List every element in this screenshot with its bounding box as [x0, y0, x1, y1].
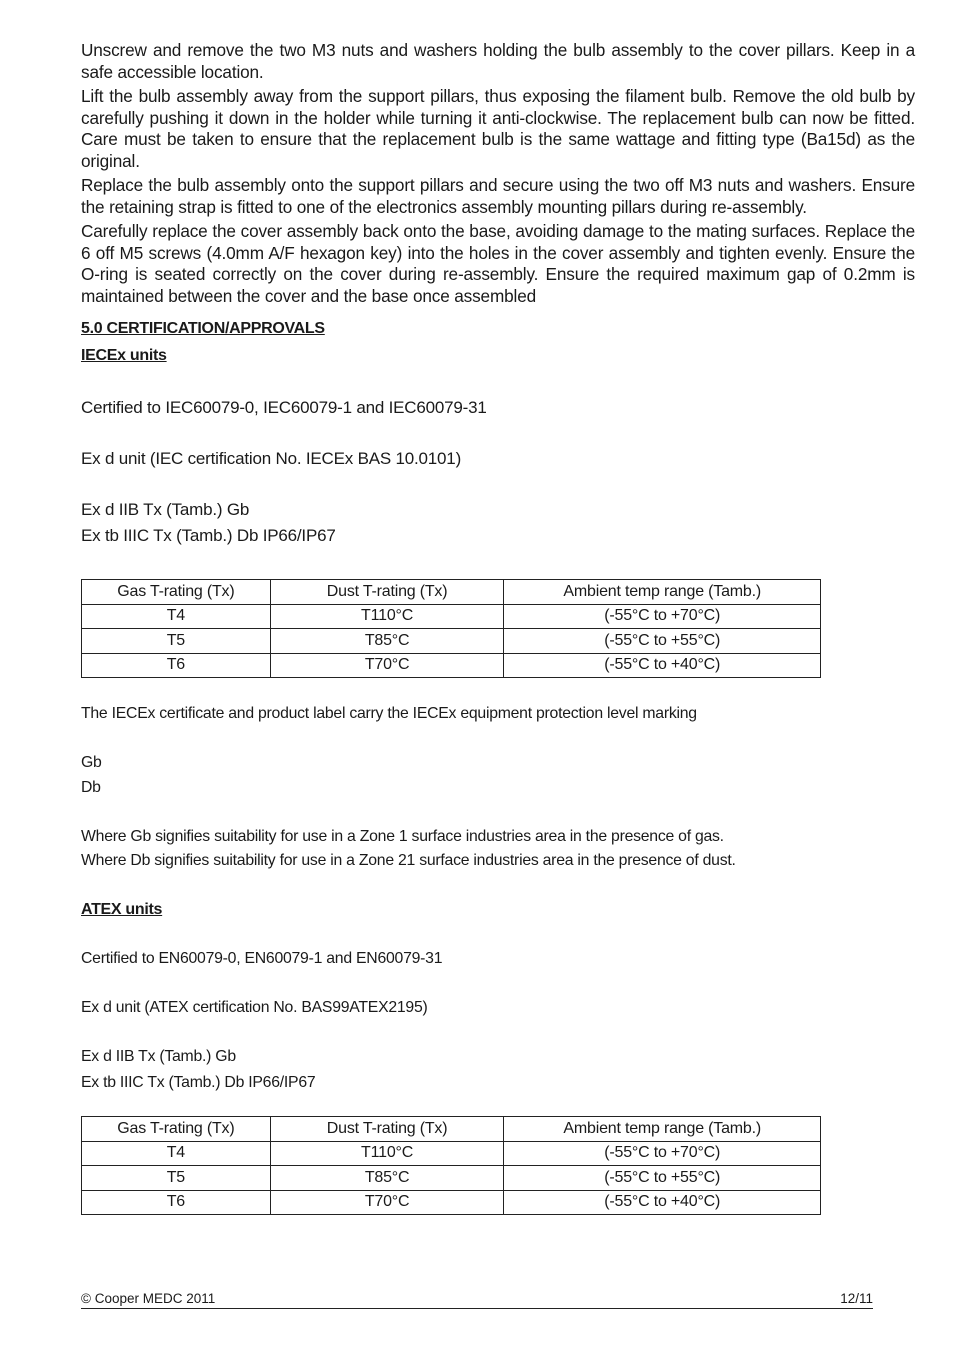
table-cell: T6: [82, 1190, 271, 1215]
table-header-cell: Ambient temp range (Tamb.): [504, 580, 821, 605]
atex-marking-gas: Ex d IIB Tx (Tamb.) Gb: [81, 1048, 236, 1065]
table-row: [82, 629, 821, 654]
table-cell: T4: [82, 1141, 271, 1166]
atex-rating-table: [81, 1116, 821, 1215]
table-row: [82, 604, 821, 629]
table-cell: T5: [82, 629, 271, 654]
where-gb-text: Where Gb signifies suitability for use in a Zone 1 surface industries area in the presence of gas.: [81, 828, 724, 845]
table-cell: T70°C: [270, 1190, 504, 1215]
table-cell: (-55°C to +40°C): [504, 1190, 821, 1215]
instruction-paragraph: Unscrew and remove the two M3 nuts and washers holding the bulb assembly to the cover pillars. Keep in a safe accessible location.: [81, 40, 915, 82]
epl-gb: Gb: [81, 754, 102, 771]
table-cell: (-55°C to +40°C): [504, 653, 821, 678]
section-heading: 5.0 CERTIFICATION/APPROVALS: [81, 320, 325, 337]
table-cell: T70°C: [270, 653, 504, 678]
table-cell: T5: [82, 1166, 271, 1191]
table-row: [82, 1166, 821, 1191]
table-header-cell: Gas T-rating (Tx): [82, 1117, 271, 1142]
table-cell: T85°C: [270, 629, 504, 654]
epl-note: The IECEx certificate and product label carry the IECEx equipment protection level marking: [81, 705, 697, 722]
table-row: [82, 653, 821, 678]
iecex-rating-table: [81, 579, 821, 678]
atex-heading: ATEX units: [81, 901, 163, 918]
iecex-unit-text: Ex d unit (IEC certification No. IECEx BAS 10.0101): [81, 449, 462, 468]
instructions-block: [81, 40, 915, 307]
table-header-row: [82, 580, 821, 605]
epl-db: Db: [81, 779, 101, 796]
footer-page-number: 12/11: [840, 1291, 873, 1306]
table-cell: (-55°C to +55°C): [504, 1166, 821, 1191]
table-header-cell: Gas T-rating (Tx): [82, 580, 271, 605]
table-row: [82, 1141, 821, 1166]
table-row: [82, 1190, 821, 1215]
instruction-paragraph: Carefully replace the cover assembly back onto the base, avoiding damage to the mating surfaces. Replace the 6 off M5 screws (4.0mm A/F hexagon key) into the holes in the cover assembly and tighten evenly. Ensure the O-ring is seated correctly on the cover during re-assembly. Ensure the required maximum gap of 0.2mm is maintained between the cover and the base once assembled: [81, 221, 915, 306]
footer-divider: [81, 1308, 873, 1309]
table-header-cell: Ambient temp range (Tamb.): [504, 1117, 821, 1142]
table-cell: T110°C: [270, 1141, 504, 1166]
table-header-cell: Dust T-rating (Tx): [270, 580, 504, 605]
footer-copyright: © Cooper MEDC 2011: [81, 1291, 216, 1306]
table-cell: T110°C: [270, 604, 504, 629]
table-cell: (-55°C to +70°C): [504, 604, 821, 629]
table-cell: (-55°C to +55°C): [504, 629, 821, 654]
table-header-row: [82, 1117, 821, 1142]
where-db-text: Where Db signifies suitability for use in a Zone 21 surface industries area in the presence of dust.: [81, 852, 736, 869]
table-cell: T85°C: [270, 1166, 504, 1191]
atex-marking-dust: Ex tb IIIC Tx (Tamb.) Db IP66/IP67: [81, 1074, 316, 1091]
instruction-paragraph: Replace the bulb assembly onto the support pillars and secure using the two off M3 nuts and washers. Ensure the retaining strap is fitted to one of the electronics assembly mounting pillars during re-assembly.: [81, 175, 915, 217]
table-cell: (-55°C to +70°C): [504, 1141, 821, 1166]
instruction-paragraph: Lift the bulb assembly away from the support pillars, thus exposing the filament bulb. Remove the old bulb by carefully pushing it down in the holder while turning it anti-clockwise. The replacement bulb can now be fitted. Care must be taken to ensure that the replacement bulb is the same wattage and fitting type (Ba15d) as the original.: [81, 86, 915, 171]
atex-unit-text: Ex d unit (ATEX certification No. BAS99ATEX2195): [81, 999, 428, 1016]
iecex-marking-gas: Ex d IIB Tx (Tamb.) Gb: [81, 500, 250, 519]
table-cell: T4: [82, 604, 271, 629]
iecex-certified-text: Certified to IEC60079-0, IEC60079-1 and IEC60079-31: [81, 398, 487, 417]
iecex-marking-dust: Ex tb IIIC Tx (Tamb.) Db IP66/IP67: [81, 526, 336, 545]
table-cell: T6: [82, 653, 271, 678]
table-header-cell: Dust T-rating (Tx): [270, 1117, 504, 1142]
atex-certified-text: Certified to EN60079-0, EN60079-1 and EN60079-31: [81, 950, 443, 967]
iecex-heading: IECEx units: [81, 347, 167, 364]
